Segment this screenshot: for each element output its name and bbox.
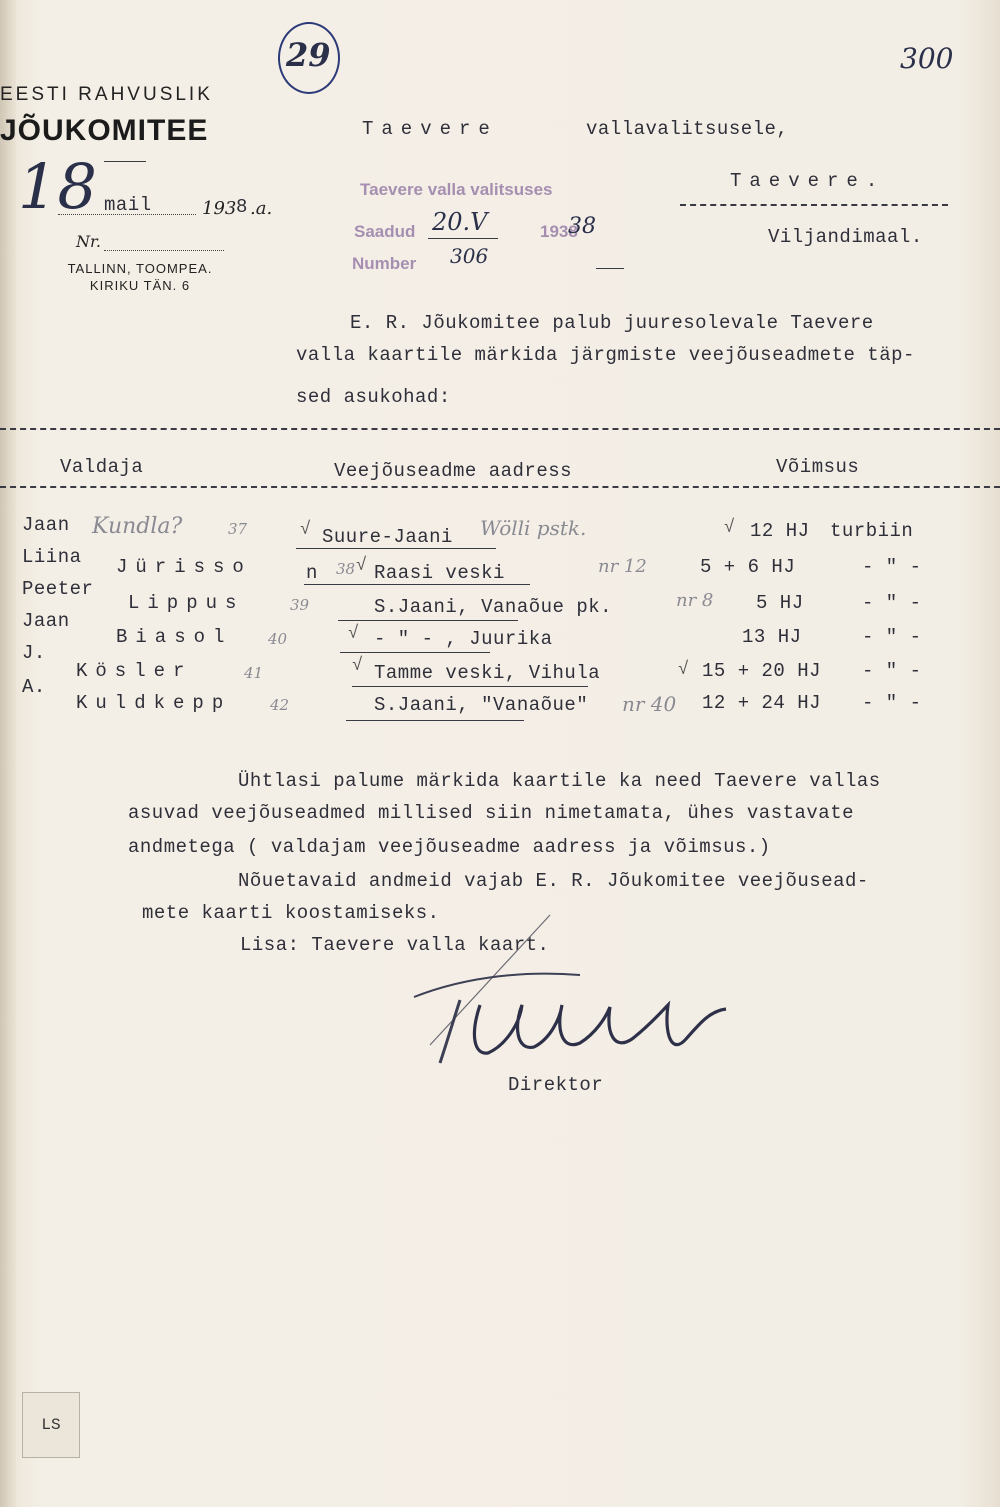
header-owner: Valdaja (60, 456, 144, 478)
letterhead-rule (104, 161, 146, 162)
row-type: turbiin (830, 520, 914, 542)
row-owner-last: Biasol (116, 626, 233, 648)
stamp-number: 306 (450, 244, 489, 268)
row-address: S.Jaani, "Vanaõue" (374, 694, 589, 716)
row-check: √ (300, 520, 311, 540)
intro-line3: sed asukohad: (296, 386, 451, 408)
row-address: - " - , Juurika (374, 628, 553, 650)
row-owner-first: Peeter (22, 578, 94, 600)
letterhead-address (52, 260, 228, 294)
date-year-prefix: 193 (202, 198, 237, 219)
signature-image (410, 905, 740, 1065)
binding-edge (0, 0, 16, 1507)
letterhead-line1: EESTI RAHVUSLIK (0, 84, 213, 105)
body-line1: Ühtlasi palume märkida kaartile ka need Taevere vallas (238, 770, 881, 792)
row-address-underline (346, 720, 524, 721)
row-owner-last: Kuldkepp (76, 692, 232, 714)
address-line1: TALLINN, TOOMPEA. (67, 261, 213, 276)
row-power: 5 + 6 HJ (700, 556, 796, 578)
stamp-line3-label: Number (352, 254, 417, 273)
stamp-year-suffix: 38 (568, 214, 596, 239)
row-num: 39 (290, 596, 310, 614)
date-year-suffix: 8 (236, 196, 248, 218)
recipient-line1a: Taevere (362, 118, 498, 140)
row-power: 12 HJ (750, 520, 810, 542)
row-address-note: Wölli pstk. (480, 516, 587, 540)
corner-box: LS (22, 1392, 80, 1458)
row-owner-last-end: n (306, 562, 318, 584)
body-line5: mete kaarti koostamiseks. (142, 902, 440, 924)
date-month: mail (104, 194, 152, 216)
row-check: √ (348, 624, 359, 644)
row-address-underline (304, 584, 530, 585)
nr-label: Nr. (76, 232, 101, 251)
body-line3: andmetega ( valdajam veejõuseadme aadress ja võimsus.) (128, 836, 771, 858)
row-num: 40 (268, 630, 288, 648)
row-address-underline (338, 620, 518, 621)
row-owner-first: Jaan (22, 610, 70, 632)
letterhead-line2: JÕUKOMITEE (0, 114, 209, 147)
row-owner-note: Kundla? (92, 514, 183, 539)
row-type: - " - (862, 660, 922, 682)
stamp-line1: Taevere valla valitsuses (360, 180, 553, 199)
nr-dotted-line (104, 250, 224, 251)
row-address: Suure-Jaani (322, 526, 453, 548)
row-address: Raasi veski (374, 562, 505, 584)
row-owner-first: A. (22, 676, 46, 698)
body-line2: asuvad veejõuseadmed millised siin nimetamata, ühes vastavate (128, 802, 855, 824)
signature-title: Direktor (508, 1074, 604, 1096)
row-type: - " - (862, 626, 922, 648)
row-num: 37 (228, 520, 248, 538)
row-power-check: √ (724, 518, 735, 538)
row-check: √ (352, 656, 363, 676)
row-power: 12 + 24 HJ (702, 692, 822, 714)
stamp-dash (596, 268, 624, 269)
date-a: .a. (250, 198, 273, 219)
row-owner-first: J. (22, 642, 46, 664)
recipient-line1b: vallavalitsusele, (586, 118, 789, 140)
row-check: √ (356, 556, 367, 576)
header-address: Veejõuseadme aadress (334, 460, 573, 482)
row-owner-first: Liina (22, 546, 82, 568)
stamp-year: 1938 (540, 222, 578, 241)
row-type: - " - (862, 592, 922, 614)
page-number: 300 (900, 42, 954, 75)
row-address-underline (296, 548, 496, 549)
row-owner-last: Jürisso (116, 556, 252, 578)
recipient-line3: Viljandimaal. (768, 226, 923, 248)
date-day: 18 (18, 150, 97, 223)
stamp-date-underline (428, 238, 498, 239)
body-line4: Nõuetavaid andmeid vajab E. R. Jõukomitee veejõusead- (238, 870, 869, 892)
intro-line1: E. R. Jõukomitee palub juuresolevale Taevere (350, 312, 874, 334)
row-address: S.Jaani, Vanaõue pk. (374, 596, 613, 618)
row-owner-last: Kösler (76, 660, 193, 682)
row-type: - " - (862, 692, 922, 714)
row-address: Tamme veski, Vihula (374, 662, 601, 684)
body-line6: Lisa: Taevere valla kaart. (240, 934, 550, 956)
row-owner-last: Lippus (128, 592, 245, 614)
recipient-rule (680, 204, 948, 206)
row-power-check: √ (678, 660, 689, 680)
recipient-line2: Taevere. (730, 170, 886, 192)
header-power: Võimsus (776, 456, 860, 478)
row-nr-note: nr 40 (622, 692, 677, 716)
circled-number: 29 (286, 36, 331, 74)
row-num: 38 (336, 560, 356, 578)
address-line2: KIRIKU TÄN. 6 (89, 278, 191, 293)
stamp-line2-label: Saadud (354, 222, 416, 241)
row-type: - " - (862, 556, 922, 578)
row-address-underline (340, 652, 490, 653)
row-nr-note: nr 12 (598, 556, 647, 577)
row-num: 42 (270, 696, 290, 714)
stamp-date: 20.V (432, 208, 488, 236)
row-address-underline (352, 686, 588, 687)
row-nr-note: nr 8 (676, 590, 714, 611)
intro-line2: valla kaartile märkida järgmiste veejõuseadmete täp- (296, 344, 915, 366)
row-owner: Jaan (22, 514, 70, 536)
row-power: 15 + 20 HJ (702, 660, 822, 682)
row-num: 41 (244, 664, 264, 682)
table-header-rule (0, 486, 1000, 488)
table-top-rule (0, 428, 1000, 430)
row-power: 5 HJ (756, 592, 804, 614)
row-power: 13 HJ (742, 626, 802, 648)
